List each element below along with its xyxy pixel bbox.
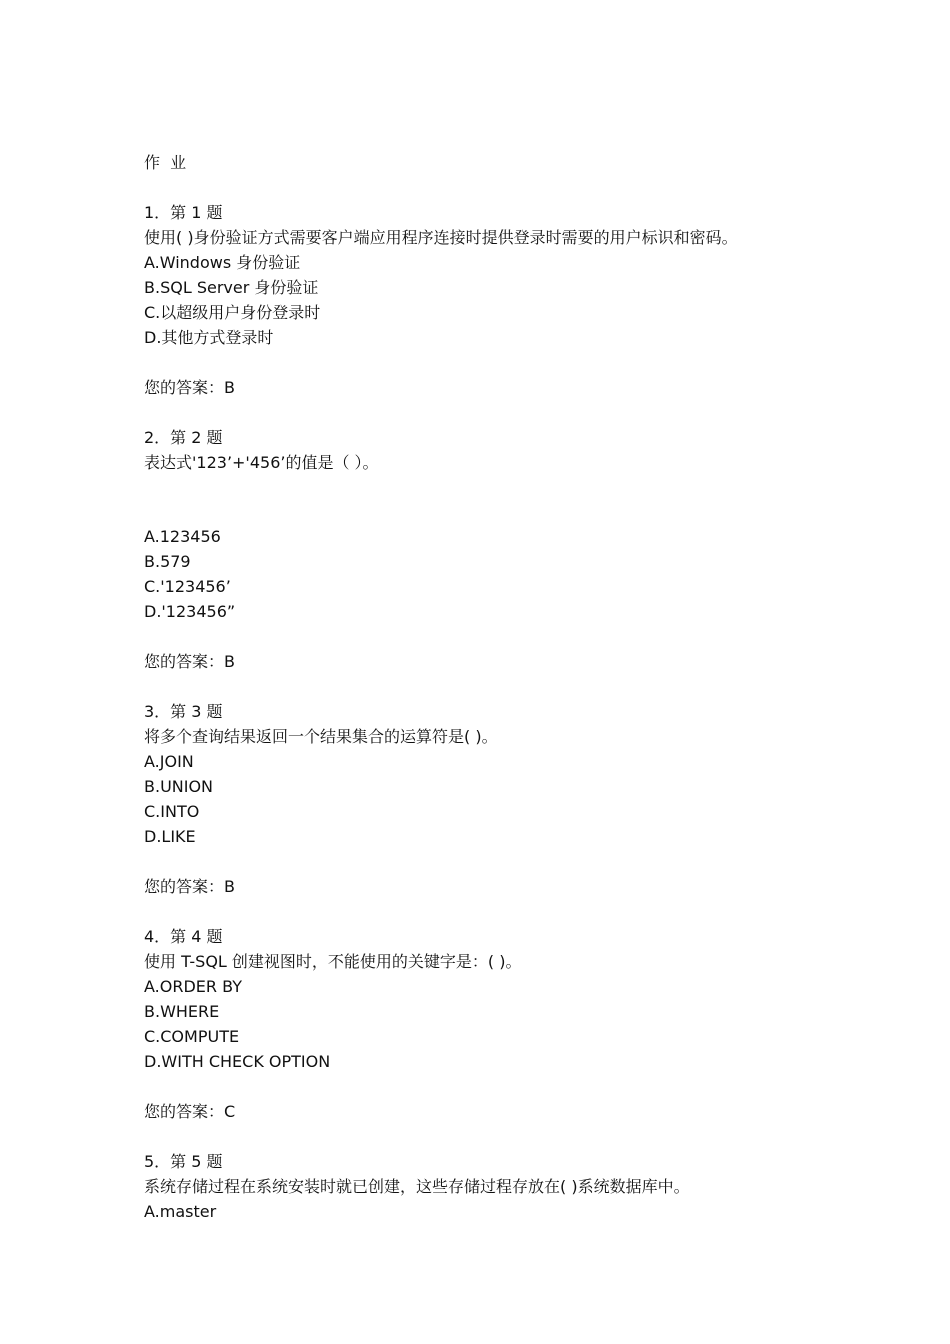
option-d: D.WITH CHECK OPTION: [144, 1052, 331, 1071]
question-3: [144, 699, 844, 924]
option-a: A.123456: [144, 527, 221, 546]
option-a: A.master: [144, 1202, 217, 1221]
question-4: [144, 924, 844, 1149]
answer-line: 您的答案：C: [144, 1102, 236, 1121]
question-heading: 1．第 1 题: [144, 203, 223, 222]
question-stem: 使用 T-SQL 创建视图时，不能使用的关键字是：( )。: [144, 952, 522, 971]
answer-line: 您的答案：B: [144, 378, 235, 397]
option-a: A.ORDER BY: [144, 977, 242, 996]
document-title: 作 业: [144, 153, 187, 172]
spacer: [144, 674, 844, 699]
option-b: B.UNION: [144, 777, 214, 796]
option-a: A.Windows 身份验证: [144, 253, 301, 272]
question-stem: 系统存储过程在系统安装时就已创建，这些存储过程存放在( )系统数据库中。: [144, 1177, 690, 1196]
spacer: [144, 175, 844, 200]
spacer: [144, 475, 844, 524]
question-1: [144, 200, 844, 425]
spacer: [144, 849, 844, 874]
spacer: [144, 1074, 844, 1099]
option-c: C.'123456’: [144, 577, 231, 596]
option-c: C.以超级用户身份登录时: [144, 303, 321, 322]
answer-line: 您的答案：B: [144, 652, 235, 671]
question-heading: 4．第 4 题: [144, 927, 223, 946]
spacer: [144, 624, 844, 649]
option-d: D.'123456”: [144, 602, 236, 621]
question-heading: 3．第 3 题: [144, 702, 223, 721]
spacer: [144, 1124, 844, 1149]
question-2: [144, 425, 844, 699]
option-c: C.COMPUTE: [144, 1027, 240, 1046]
document-page: [144, 150, 844, 1224]
option-b: B.SQL Server 身份验证: [144, 278, 319, 297]
question-5: [144, 1149, 844, 1224]
option-b: B.WHERE: [144, 1002, 220, 1021]
question-stem: 表达式'123’+'456’的值是（ ）。: [144, 453, 379, 472]
option-c: C.INTO: [144, 802, 200, 821]
option-d: D.LIKE: [144, 827, 196, 846]
spacer: [144, 350, 844, 375]
answer-line: 您的答案：B: [144, 877, 235, 896]
question-heading: 5．第 5 题: [144, 1152, 223, 1171]
option-d: D.其他方式登录时: [144, 328, 274, 347]
question-stem: 使用( )身份验证方式需要客户端应用程序连接时提供登录时需要的用户标识和密码。: [144, 228, 738, 247]
question-heading: 2．第 2 题: [144, 428, 223, 447]
spacer: [144, 899, 844, 924]
question-stem: 将多个查询结果返回一个结果集合的运算符是( )。: [144, 727, 498, 746]
option-b: B.579: [144, 552, 191, 571]
spacer: [144, 400, 844, 425]
option-a: A.JOIN: [144, 752, 194, 771]
